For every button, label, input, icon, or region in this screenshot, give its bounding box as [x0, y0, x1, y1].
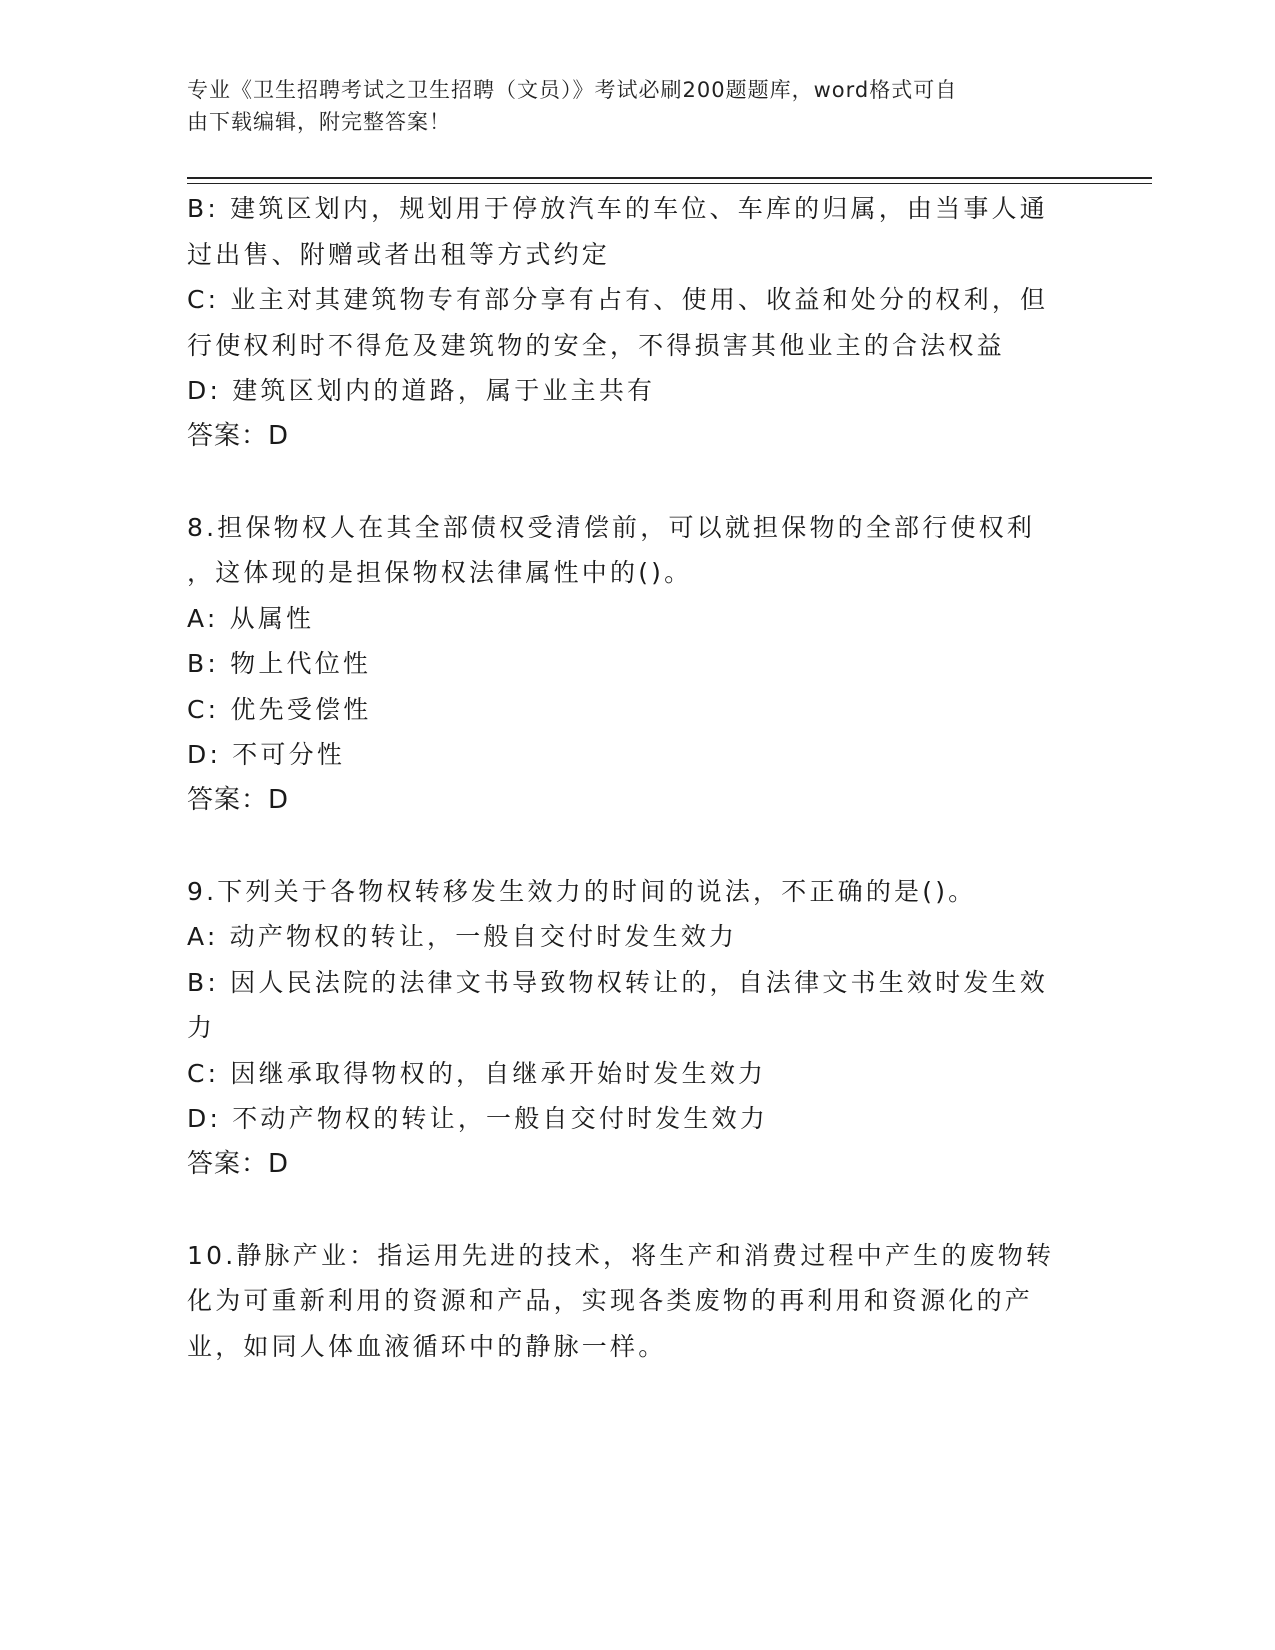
q10-stem-line-1: 10.静脉产业：指运用先进的技术，将生产和消费过程中产生的废物转	[187, 1240, 1055, 1270]
q8-stem-line-1: 8.担保物权人在其全部债权受清偿前，可以就担保物的全部行使权利	[187, 512, 1036, 542]
q7-option-b-line-2: 过出售、附赠或者出租等方式约定	[187, 239, 611, 269]
question-8	[187, 505, 1077, 824]
header-divider-thick	[187, 177, 1152, 179]
q9-option-c: C: 因继承取得物权的，自继承开始时发生效力	[187, 1058, 767, 1088]
q9-option-b-line-2: 力	[187, 1013, 216, 1042]
q8-option-c: C: 优先受偿性	[187, 694, 372, 724]
question-9	[187, 869, 1077, 1188]
spacer	[187, 823, 1077, 869]
spacer	[187, 1187, 1077, 1233]
question-7-tail	[187, 186, 1077, 459]
q7-option-b-line-1: B: 建筑区划内，规划用于停放汽车的车位、车库的归属，由当事人通	[187, 194, 1048, 223]
q7-option-d: D: 建筑区划内的道路，属于业主共有	[187, 376, 656, 405]
q10-stem-line-2: 化为可重新利用的资源和产品，实现各类废物的再利用和资源化的产	[187, 1286, 1034, 1315]
q8-option-b: B: 物上代位性	[187, 649, 372, 678]
q10-stem-line-3: 业，如同人体血液循环中的静脉一样。	[187, 1331, 667, 1361]
document-body	[187, 186, 1077, 1369]
q8-option-a: A: 从属性	[187, 603, 315, 633]
page-header	[187, 74, 1067, 138]
q8-option-d: D: 不可分性	[187, 740, 346, 769]
q7-option-c-line-1: C: 业主对其建筑物专有部分享有占有、使用、收益和处分的权利，但	[187, 285, 1049, 314]
q9-stem: 9.下列关于各物权转移发生效力的时间的说法，不正确的是()。	[187, 876, 977, 906]
header-divider-thin	[187, 183, 1152, 184]
question-10	[187, 1233, 1077, 1370]
q9-option-a: A: 动产物权的转让，一般自交付时发生效力	[187, 922, 738, 951]
q7-answer: 答案：D	[187, 420, 290, 451]
q9-option-b-line-1: B: 因人民法院的法律文书导致物权转让的，自法律文书生效时发生效	[187, 967, 1048, 997]
q7-option-c-line-2: 行使权利时不得危及建筑物的安全，不得损害其他业主的合法权益	[187, 330, 1005, 360]
spacer	[187, 459, 1077, 505]
header-line-1: 专业《卫生招聘考试之卫生招聘（文员）》考试必刷200题题库，word格式可自	[187, 78, 958, 102]
q8-answer: 答案：D	[187, 784, 290, 815]
q9-option-d: D: 不动产物权的转让，一般自交付时发生效力	[187, 1104, 769, 1133]
header-line-2: 由下载编辑，附完整答案！	[187, 110, 451, 134]
q9-answer: 答案：D	[187, 1148, 290, 1179]
q8-stem-line-2: ，这体现的是担保物权法律属性中的()。	[187, 558, 693, 587]
